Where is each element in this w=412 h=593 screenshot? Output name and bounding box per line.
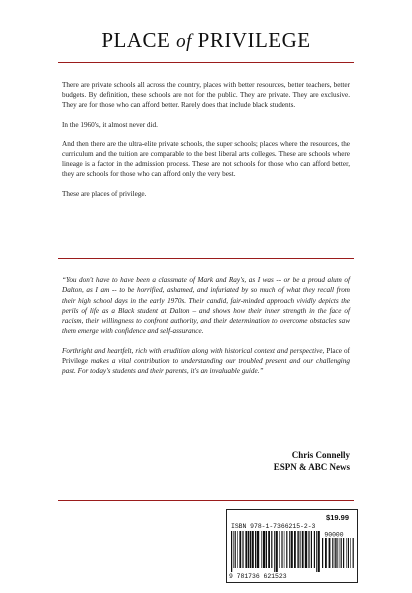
title-divider xyxy=(58,62,354,63)
blurb-paragraph: There are private schools all across the country, places with better resources, better teachers, better budgets. By definition, these schools are not for the public. They are private. They are exclusive. They are for those who can afford better. Rarely does that include black students. xyxy=(62,81,350,110)
barcode-stripe xyxy=(245,531,247,568)
barcode-stripe xyxy=(231,531,232,572)
barcode-stripe xyxy=(341,538,342,568)
barcode-stripe xyxy=(305,531,307,568)
barcode-stripe xyxy=(350,538,351,568)
testimonial-quote xyxy=(62,275,350,386)
barcode-stripe xyxy=(239,531,241,568)
addon-digits: 90000 xyxy=(324,531,344,539)
barcode-stripe xyxy=(297,531,298,568)
quote-paragraph-2 xyxy=(62,346,350,377)
barcode-stripe xyxy=(335,538,336,568)
isbn-label: ISBN 978-1-7366215-2-3 xyxy=(231,523,316,530)
barcode-stripe xyxy=(289,531,290,568)
quote-book-title: Place of Privilege xyxy=(62,346,350,366)
barcode-stripe xyxy=(279,531,280,568)
blurb-paragraph: These are places of privilege. xyxy=(62,189,147,198)
barcode-stripe xyxy=(322,538,323,568)
barcode-stripe xyxy=(332,538,333,568)
barcode-stripe xyxy=(298,531,299,568)
barcode-stripe xyxy=(248,531,249,568)
barcode-stripe xyxy=(237,531,238,568)
barcode-stripe xyxy=(302,531,304,568)
title-word-place: PLACE xyxy=(101,28,171,52)
barcode-stripe xyxy=(339,538,340,568)
barcode-stripe xyxy=(255,531,256,568)
barcode-stripe xyxy=(286,531,287,568)
barcode-stripe xyxy=(311,531,312,568)
barcode-stripe xyxy=(318,531,320,572)
blurb-section xyxy=(62,80,350,208)
barcode-stripe xyxy=(300,531,301,568)
barcode-stripe xyxy=(235,531,236,568)
barcode-stripe xyxy=(316,531,317,572)
barcode-stripe xyxy=(233,531,234,568)
barcode-stripe xyxy=(268,531,270,568)
barcode-stripe xyxy=(266,531,267,568)
blurb-paragraph: And then there are the ultra-elite private schools, the super schools; places where the resources, the curriculum and the tuition are comparable to the best liberal arts colleges. These are schools where lineage is a factor in the admission process. These are not schools for those who can afford better, they are schools for those who can afford only the very best. xyxy=(62,139,350,179)
book-title xyxy=(101,28,310,52)
barcode-stripe xyxy=(261,531,262,568)
section-divider xyxy=(58,258,354,259)
quote-affiliation: ESPN & ABC News xyxy=(273,462,350,472)
title-block xyxy=(0,28,412,53)
ean-digits: 9 781736 621523 xyxy=(229,573,287,580)
barcode-stripe xyxy=(252,531,254,568)
price-label: $19.99 xyxy=(326,513,349,522)
barcode-stripe xyxy=(257,531,259,568)
barcode-stripe xyxy=(294,531,296,568)
title-word-privilege: PRIVILEGE xyxy=(197,28,311,52)
barcode-stripe xyxy=(271,531,272,568)
barcode-stripe xyxy=(276,531,278,572)
barcode-stripe xyxy=(329,538,331,568)
title-word-of: of xyxy=(176,31,192,52)
quote-text-a: Forthright and heartfelt, rich with erudition along with historical context and perspective, xyxy=(62,346,327,355)
quote-author: Chris Connelly xyxy=(291,450,350,460)
barcode-stripe xyxy=(353,538,354,568)
barcode-stripe xyxy=(263,531,265,568)
barcode-stripe xyxy=(325,538,327,568)
testimonial-attribution xyxy=(274,449,350,473)
barcode-stripe xyxy=(348,538,349,568)
barcode-stripe xyxy=(343,538,344,568)
barcode-stripe xyxy=(274,531,275,572)
blurb-paragraph: In the 1960's, it almost never did. xyxy=(62,120,158,129)
barcode-stripe xyxy=(308,531,309,568)
barcode-stripe xyxy=(346,538,347,568)
quote-text-b: makes a vital contribution to understanding our troubled present and our challenging past. For today's students and their parents, it's an invaluable guide.” xyxy=(62,357,350,376)
barcode-stripe xyxy=(242,531,243,568)
barcode-stripe xyxy=(291,531,293,568)
isbn-barcode xyxy=(226,509,358,583)
barcode-stripe xyxy=(336,538,337,568)
barcode-bars xyxy=(230,531,356,572)
barcode-stripe xyxy=(284,531,285,568)
bottom-divider xyxy=(58,500,354,501)
barcode-stripe xyxy=(250,531,252,568)
barcode-stripe xyxy=(281,531,282,568)
quote-paragraph-1: “You don't have to have been a classmate of Mark and Ray's, as I was -- or be a proud alum of Dalton, as I am -- to be horrified, ashamed, and infuriated by so much of what they recall from their high school days in the early 1970s. Their candid, fair-minded approach vividly depicts the perils of life as a Black student at Dalton – and shows how their inner strength in the face of racism, their willingness to confront authority, and their determination to overcome obstacles saw them emerge with confidence and self-assurance. xyxy=(62,276,350,336)
barcode-stripe xyxy=(314,531,315,568)
